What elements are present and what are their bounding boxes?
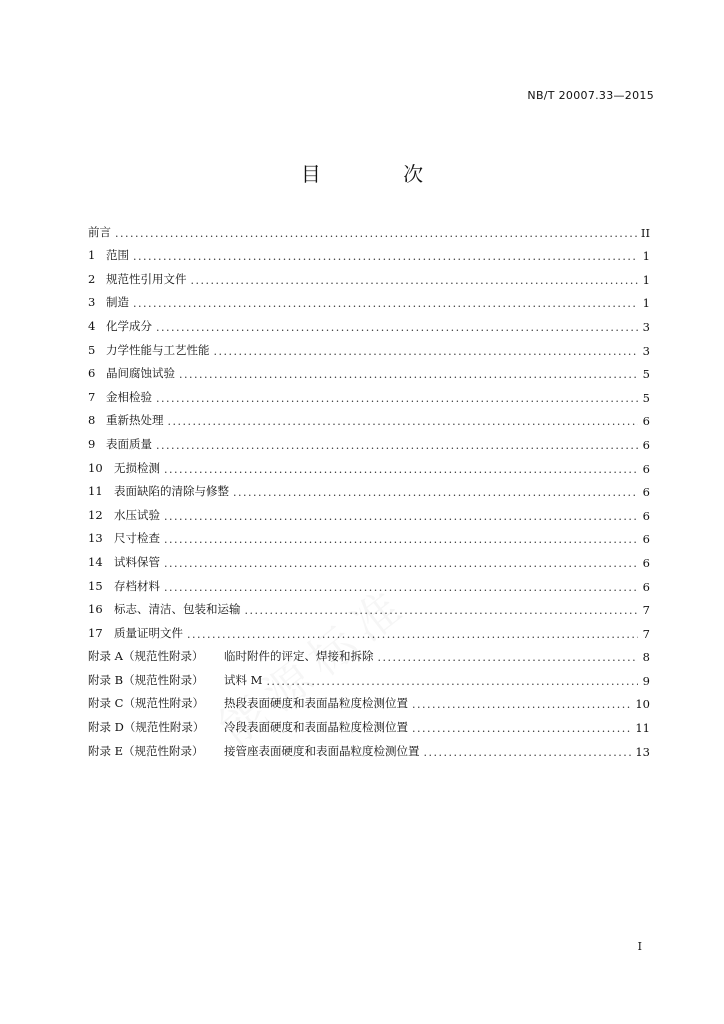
toc-entry-title [88,554,160,570]
toc-entry-title [88,648,374,664]
toc-entry[interactable] [88,358,650,382]
toc-entry-number: 16 [88,602,103,617]
toc-entry-title [88,578,160,594]
toc-entry-label: 热段表面硬度和表面晶粒度检测位置 [224,696,408,711]
dot-leader [233,486,638,499]
toc-entry-label: 力学性能与工艺性能 [106,342,210,357]
toc-entry-page: 7 [642,603,650,618]
toc-entry-page: 6 [642,508,650,523]
toc-entry-page: 6 [642,437,650,452]
toc-entry-label: 制造 [106,295,129,310]
toc-entry-page: 6 [642,579,650,594]
dot-leader [156,439,638,452]
toc-entry-page: 5 [642,390,650,405]
toc-entry-label: 无损检测 [114,460,160,475]
toc-entry[interactable] [88,617,650,641]
toc-entry-title [88,672,262,688]
toc-entry-number: 附录 E（规范性附录） [88,743,204,758]
toc-entry-label: 表面质量 [106,436,152,451]
toc-entry-page: 13 [635,744,650,759]
toc-entry-label: 质量证明文件 [114,625,183,640]
toc-entry[interactable] [88,664,650,688]
toc-entry-title [88,695,408,711]
toc-entry-title [88,412,164,428]
toc-entry-label: 尺寸检查 [114,531,160,546]
toc-entry-number: 8 [88,413,96,428]
toc-entry-title [88,224,111,240]
toc-entry[interactable] [88,452,650,476]
toc-entry[interactable] [88,334,650,358]
toc-entry-title [88,318,152,334]
dot-leader [164,533,638,546]
toc-entry-page: 10 [635,697,650,712]
toc-entry-page: 1 [642,296,650,311]
dot-leader [164,581,638,594]
toc-entry-page: 6 [642,555,650,570]
toc-entry-number: 附录 A（规范性附录） [88,649,204,664]
toc-entry-label: 存档材料 [114,578,160,593]
toc-entry-label: 范围 [106,248,129,263]
toc-entry-title [88,483,229,499]
toc-entry-title [88,294,129,310]
toc-entry-title [88,460,160,476]
toc-entry-title [88,342,210,358]
dot-leader [156,392,638,405]
toc-entry-label: 试料 M [224,672,263,687]
dot-leader [164,510,638,523]
table-of-contents [88,216,650,759]
dot-leader [179,368,638,381]
toc-entry-page: 9 [642,673,650,688]
toc-entry-number: 附录 D（规范性附录） [88,720,205,735]
toc-entry-title [88,743,420,759]
toc-entry-number: 6 [88,366,96,381]
toc-entry-label: 接管座表面硬度和表面晶粒度检测位置 [224,743,420,758]
toc-entry-number: 3 [88,295,96,310]
toc-entry[interactable] [88,240,650,264]
toc-entry-number: 11 [88,484,103,499]
toc-entry[interactable] [88,688,650,712]
toc-entry-number: 4 [88,318,96,333]
toc-entry-title [88,365,175,381]
toc-entry-title [88,625,183,641]
toc-entry-title [88,530,160,546]
toc-entry-label: 标志、清洁、包装和运输 [114,602,241,617]
toc-entry-title [88,389,152,405]
dot-leader [424,746,632,759]
toc-entry-number: 1 [88,248,96,263]
toc-entry-page: 3 [642,319,650,334]
dot-leader [187,628,638,641]
toc-entry-page: 5 [642,367,650,382]
toc-entry-label: 表面缺陷的清除与修整 [114,484,229,499]
toc-entry-page: 1 [642,272,650,287]
toc-entry-number: 7 [88,389,96,404]
toc-entry-title [88,436,152,452]
toc-entry-label: 晶间腐蚀试验 [106,366,175,381]
page-number: I [637,940,642,953]
toc-entry-title [88,247,129,263]
dot-leader [412,698,631,711]
dot-leader [266,675,638,688]
toc-entry-page: 3 [642,343,650,358]
toc-entry[interactable] [88,476,650,500]
page-title: 目 次 [300,162,462,186]
toc-entry-label: 水压试验 [114,507,160,522]
toc-entry[interactable] [88,405,650,429]
toc-entry[interactable] [88,594,650,618]
toc-entry-label: 前言 [88,224,111,239]
toc-entry-page: II [640,225,650,240]
toc-entry-number: 10 [88,460,103,475]
toc-entry[interactable] [88,735,650,759]
toc-entry-number: 13 [88,531,103,546]
toc-entry-label: 冷段表面硬度和表面晶粒度检测位置 [224,720,408,735]
dot-leader [168,415,639,428]
toc-entry-page: 8 [642,650,650,665]
toc-entry-page: 6 [642,461,650,476]
toc-entry-page: 1 [642,249,650,264]
toc-entry[interactable] [88,570,650,594]
toc-entry-page: 6 [642,485,650,500]
toc-entry[interactable] [88,523,650,547]
toc-entry-number: 17 [88,625,103,640]
toc-entry[interactable] [88,546,650,570]
toc-entry-number: 12 [88,507,103,522]
dot-leader [164,557,638,570]
toc-entry-number: 附录 C（规范性附录） [88,696,204,711]
toc-entry-label: 化学成分 [106,318,152,333]
toc-entry-title [88,719,408,735]
toc-entry[interactable] [88,287,650,311]
toc-entry-number: 9 [88,436,96,451]
toc-entry-title [88,601,241,617]
dot-leader [191,274,639,287]
toc-entry[interactable] [88,499,650,523]
toc-entry-label: 重新热处理 [106,413,164,428]
toc-entry[interactable] [88,711,650,735]
toc-entry-title [88,271,187,287]
toc-entry-number: 15 [88,578,103,593]
toc-entry-label: 规范性引用文件 [106,271,187,286]
toc-entry-page: 11 [635,721,650,736]
toc-entry-title [88,507,160,523]
toc-entry[interactable] [88,641,650,665]
toc-entry-page: 7 [642,626,650,641]
dot-leader [164,463,638,476]
toc-entry[interactable] [88,216,650,240]
toc-entry-label: 金相检验 [106,389,152,404]
toc-entry[interactable] [88,428,650,452]
dot-leader [133,297,638,310]
dot-leader [214,345,639,358]
dot-leader [245,604,639,617]
toc-entry-page: 6 [642,532,650,547]
toc-entry-number: 14 [88,554,103,569]
dot-leader [156,321,638,334]
toc-entry-number: 附录 B（规范性附录） [88,672,204,687]
document-id: NB/T 20007.33—2015 [527,89,654,102]
dot-leader [115,227,637,240]
toc-entry-label: 临时附件的评定、焊接和拆除 [224,649,374,664]
dot-leader [378,651,639,664]
toc-entry-number: 5 [88,342,96,357]
toc-entry[interactable] [88,310,650,334]
toc-entry-number: 2 [88,271,96,286]
toc-entry[interactable] [88,381,650,405]
toc-entry[interactable] [88,263,650,287]
toc-entry-label: 试料保管 [114,554,160,569]
dot-leader [133,250,638,263]
toc-entry-page: 6 [642,414,650,429]
dot-leader [412,722,631,735]
